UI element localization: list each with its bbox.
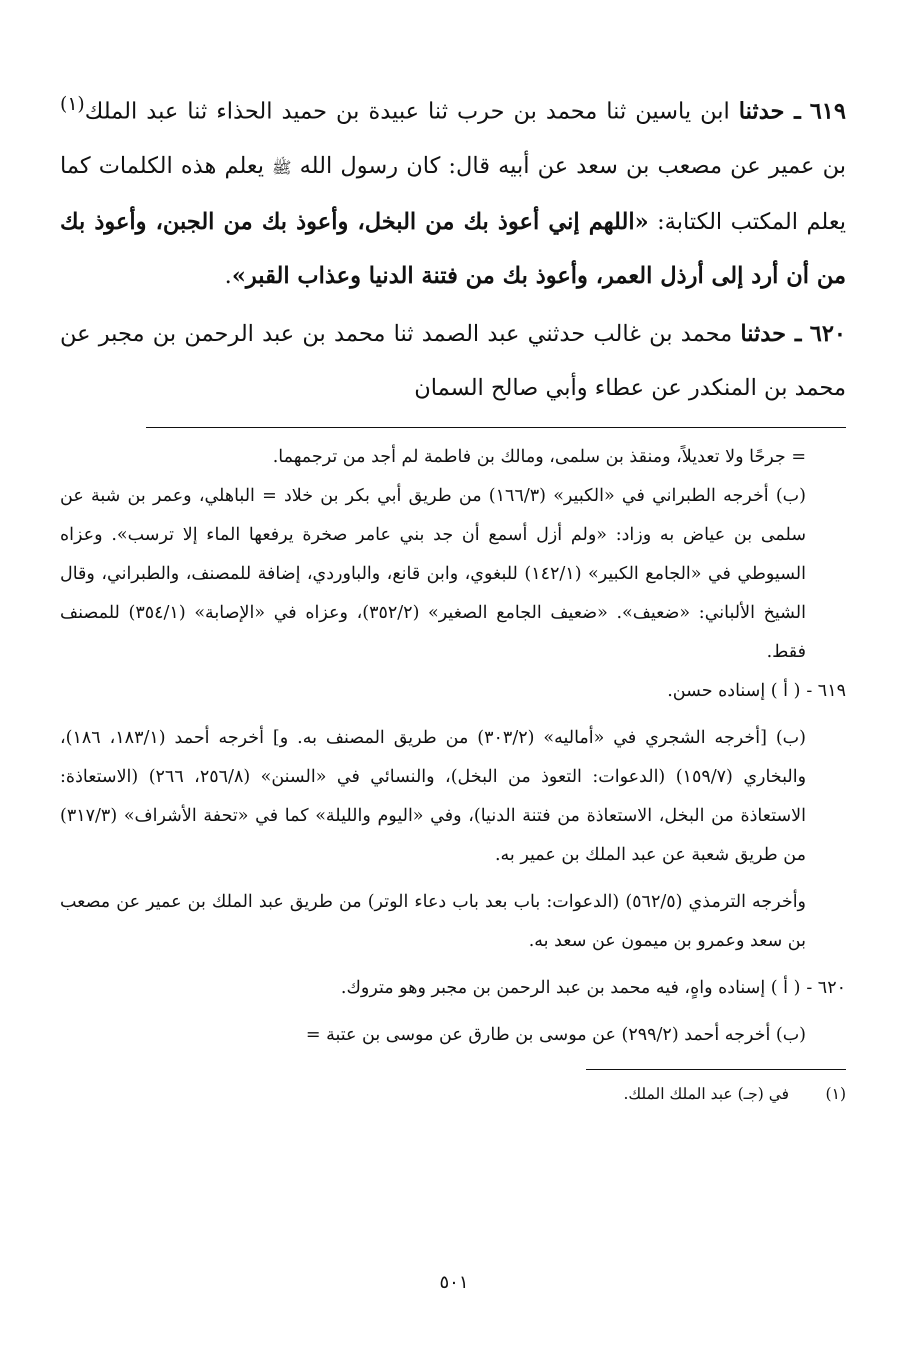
main-text [60, 78, 846, 415]
note-619-a [60, 672, 846, 711]
page-number: ٥٠١ [439, 1272, 469, 1293]
hadith-number: ٦٢٠ [809, 320, 846, 347]
note-619-c: وأخرجه الترمذي (٥٦٢/٥) (الدعوات: باب بعد باب دعاء الوتر) من طريق عبد الملك بن عمير عن مصعب بن سعد وعمرو بن ميمون عن سعد به. [60, 891, 807, 951]
hadith-end: . [224, 262, 232, 289]
note-prev-b: (ب) أخرجه الطبراني في «الكبير» (١٦٦/٣) من طريق أبي بكر بن خلاد = الباهلي، وعمر بن شبة عن سلمى بن عياض به وزاد: «ولم أزل أسمع أن جد بني عامر صخرة يرفعها الماء إلا ترسب». وعزاه السيوطي في «الجامع الكبير» (١٤٢/١) للبغوي، وابن قانع، والباوردي، إضافة للمصنف، والطبراني، وقال الشيخ الألباني: «ضعيف». «ضعيف الجامع الصغير» (٣٥٢/٢)، وعزاه في «الإصابة» (٣٥٤/١) للمصنف فقط. [60, 485, 807, 662]
salutation-glyph: ﷺ [272, 157, 292, 177]
footnote-ref: (١) [60, 94, 85, 115]
footnote [60, 1076, 846, 1112]
note-620-a [60, 969, 846, 1008]
hadith-chain-cont: بن عمير عن مصعب بن سعد عن أبيه قال: كان رسول الله [291, 152, 846, 179]
hadith-number: ٦١٩ [809, 98, 846, 125]
footnote-text: في (جـ) عبد الملك الملك. [623, 1084, 790, 1103]
notes-section [60, 438, 846, 1055]
hadith-lead: ـ حدثنا [738, 98, 801, 125]
footnote-divider [586, 1069, 846, 1070]
note-text: جرحًا ولا تعديلاً، ومنقذ بن سلمى، ومالك بن فاطمة لم أجد من ترجمهما. [272, 446, 786, 467]
note-continuation [60, 438, 846, 477]
note-text: ( أ ) إسناده حسن. [667, 680, 801, 701]
note-number: ٦١٩ - [806, 680, 846, 701]
hadith-quote: «اللهم إني أعوذ بك من البخل، وأعوذ بك من الجبن، وأعوذ بك من أن أرد إلى أرذل العمر، وأعوذ بك من فتنة الدنيا وعذاب القبر» [60, 208, 846, 289]
hadith-intro: يعلم هذه الكلمات كما يعلم المكتب الكتابة: [60, 152, 846, 235]
footnote-number: (١) [825, 1084, 846, 1103]
notes-divider [146, 427, 846, 428]
note-text: ( أ ) إسناده واهٍ، فيه محمد بن عبد الرحمن بن مجبر وهو متروك. [340, 977, 801, 998]
note-619-b: (ب) [أخرجه الشجري في «أماليه» (٣٠٣/٢) من طريق المصنف به. و] أخرجه أحمد (١٨٣/١، ١٨٦)، والبخاري (١٥٩/٧) (الدعوات: التعوذ من البخل)، والنسائي في «السنن» (٢٥٦/٨، ٢٦٦) (الاستعاذة: الاستعاذة من البخل، الاستعاذة من فتنة الدنيا)، وفي «اليوم والليلة» كما في «تحفة الأشراف» (٣١٧/٣) من طريق شعبة عن عبد الملك بن عمير به. [60, 727, 807, 865]
note-number: ٦٢٠ - [806, 977, 846, 998]
note-620-b: (ب) أخرجه أحمد (٢٩٩/٢) عن موسى بن طارق عن موسى بن عتبة = [305, 1024, 806, 1045]
hadith-619 [60, 78, 846, 303]
continuation-mark: = [791, 446, 806, 467]
hadith-chain: محمد بن غالب حدثني عبد الصمد ثنا محمد بن عبد الرحمن بن مجبر عن محمد بن المنكدر عن عطاء وأبي صالح السمان [60, 320, 846, 401]
hadith-chain: ابن ياسين ثنا محمد بن حرب ثنا عبيدة بن حميد الحذاء ثنا عبد الملك [84, 98, 739, 125]
hadith-620 [60, 307, 846, 415]
hadith-lead: ـ حدثنا [740, 320, 802, 347]
